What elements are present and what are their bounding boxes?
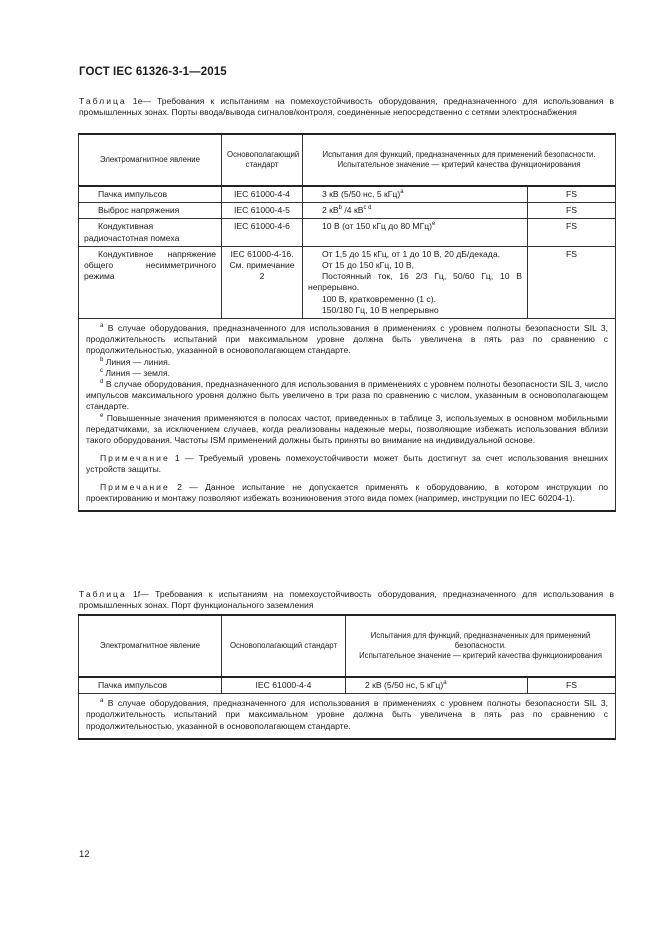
header-standard: Основополагающий стандарт xyxy=(222,615,346,677)
footnote-mark: d xyxy=(100,379,104,386)
note xyxy=(86,482,608,504)
table-row xyxy=(79,219,616,246)
table-1f-footnotes xyxy=(79,694,616,739)
footnote xyxy=(86,357,608,368)
footnote-mark: с xyxy=(100,367,103,374)
row-standard: IEC 61000-4-6 xyxy=(222,219,303,246)
row-criterion: FS xyxy=(528,677,616,694)
row-criterion: FS xyxy=(528,203,616,219)
header-tests-line1: Испытания для функций, предназначенных для применений безопасности. xyxy=(322,150,596,159)
row-criterion: FS xyxy=(528,219,616,246)
note-text: 1 — Требуемый уровень помехоустойчивости может быть достигнут за счет использования внешних устройств защиты. xyxy=(86,453,609,475)
footnote-text: Линия — земля. xyxy=(105,367,170,378)
row-criterion: FS xyxy=(528,246,616,318)
footnote-text: Повышенные значения применяются в полосах частот, приведенных в таблице 3, используемых в основном мобильными передатчиками, за исключением случаев, когда реализованы надежные меры, позволяющие избежать использования вблизи такого оборудования. Частоты ISM применений должны быть приняты во внимание на индивидуальной основе. xyxy=(86,412,609,446)
row-phenomenon: Пачка импульсов xyxy=(98,680,168,690)
value-text: 3 кВ (5/50 нс, 5 кГц) xyxy=(322,189,401,199)
footnote-ref: а xyxy=(400,189,404,196)
row-value xyxy=(303,186,528,203)
footnote xyxy=(86,698,608,732)
table-1e-footnotes xyxy=(79,319,616,512)
value-text: 2 кВ (5/50 нс, 5 кГц) xyxy=(365,680,444,690)
footnote xyxy=(86,323,608,357)
header-tests-line1: Испытания для функций, предназначенных для применений безопасности. xyxy=(370,631,591,650)
row-standard: IEC 61000-4-4 xyxy=(222,186,303,203)
footnote-ref: е xyxy=(432,221,436,228)
row-value xyxy=(303,219,528,246)
footnote-ref: b xyxy=(338,205,343,212)
table-row xyxy=(79,203,616,219)
value-line: Постоянный ток, 16 2/3 Гц, 50/60 Гц, 10 В непрерывно. xyxy=(308,271,522,293)
footnote-text: Линия — линия. xyxy=(105,356,171,367)
note xyxy=(86,453,608,475)
table-1f xyxy=(78,614,616,740)
caption-number: 1e xyxy=(132,96,143,106)
caption-text: — Требования к испытаниям на помехоустойчивость оборудования, предназначенного для использования в промышленных зонах. Порт функционального заземления xyxy=(79,589,615,610)
table-row xyxy=(79,186,616,203)
page-number: 12 xyxy=(79,849,90,860)
header-tests xyxy=(346,615,616,677)
row-phenomenon: Кондуктивная радиочастотная помеха xyxy=(84,221,180,243)
value-line: 150/180 Гц, 10 В непрерывно xyxy=(322,304,439,315)
header-phenomenon: Электромагнитное явление xyxy=(79,134,222,186)
note-text: 2 — Данное испытание не допускается применять к оборудованию, в котором инструкции по проектированию и монтажу позволяют избежать возникновения этого вида помех (например, инструкции по IEC 60204-1). xyxy=(86,481,609,503)
note-label: Примечание xyxy=(100,453,170,464)
document-header: ГОСТ IEC 61326-3-1—2015 xyxy=(79,66,227,78)
header-tests xyxy=(303,134,616,186)
footnote xyxy=(86,368,608,379)
footnote-mark: е xyxy=(100,412,104,419)
value-line: От 1,5 до 15 кГц, от 1 до 10 В, 20 дБ/декада. xyxy=(322,248,500,259)
footnote-text: В случае оборудования, предназначенного для использования в применениях с уровнем полноты безопасности SIL 3, продолжительность испытаний при максимальном уровне должна быть увеличена в пять раз по сравнению с продолжительностью, указанной в основополагающем стандарте. xyxy=(86,323,609,356)
caption-word: Таблица xyxy=(79,589,127,599)
footnote-ref: а xyxy=(443,680,447,687)
row-standard: IEC 61000-4-5 xyxy=(222,203,303,219)
header-standard: Основополагающий стандарт xyxy=(222,134,303,186)
row-phenomenon: Кондуктивное напряжение общего несимметричного режима xyxy=(84,248,216,282)
footnote-text: В случае оборудования, предназначенного для использования в применениях с уровнем полноты безопасности SIL 3, число импульсов максимального уровня должно быть увеличено в три раза по сравнению с числом, указанным в основополагающем стандарте. xyxy=(86,379,609,412)
table-1f-caption xyxy=(79,589,614,611)
table-row xyxy=(79,246,616,318)
row-criterion: FS xyxy=(528,186,616,203)
footnote-mark: а xyxy=(100,698,104,705)
value-line: От 15 до 150 кГц, 10 В, xyxy=(322,260,415,271)
value-text: /4 кВ xyxy=(342,205,364,216)
footnote-ref: с d xyxy=(363,205,372,212)
caption-word: Таблица xyxy=(79,96,127,106)
note-label: Примечание xyxy=(100,481,170,492)
table-row xyxy=(79,677,616,694)
footnote xyxy=(86,379,608,413)
row-standard: IEC 61000-4-4 xyxy=(222,677,346,694)
value-line: 100 В, кратковременно (1 с). xyxy=(322,293,436,304)
footnote xyxy=(86,413,608,447)
value-text: 2 кВ xyxy=(322,205,339,216)
row-standard: IEC 61000-4-16. См. примечание 2 xyxy=(222,246,303,318)
table-1e xyxy=(78,133,616,512)
footnote-mark: а xyxy=(100,323,104,330)
footnote-text: В случае оборудования, предназначенного для использования в применениях с уровнем полноты безопасности SIL 3, продолжительность испытаний при максимальном уровне должна быть увеличена в пять раз по сравнению с продолжительностью, указанной в основополагающем стандарте. xyxy=(86,698,609,731)
caption-text: — Требования к испытаниям на помехоустойчивость оборудования, предназначенного для использования в промышленных зонах. Порты ввода/вывода сигналов/контроля, соединенные непосредственно с сетями электроснабжения xyxy=(79,96,614,117)
header-tests-line2: Испытательное значение — критерий качества функционирования xyxy=(359,651,602,660)
header-tests-line2: Испытательное значение — критерий качества функционирования xyxy=(337,160,581,169)
footnote-mark: b xyxy=(100,356,104,363)
row-value xyxy=(303,203,528,219)
table-1e-caption xyxy=(79,96,614,118)
row-value xyxy=(346,677,528,694)
row-value xyxy=(303,246,528,318)
header-phenomenon: Электромагнитное явление xyxy=(79,615,222,677)
row-phenomenon: Пачка импульсов xyxy=(98,189,168,199)
row-phenomenon: Выброс напряжения xyxy=(98,205,180,216)
caption-number: 1f xyxy=(133,589,141,599)
value-text: 10 В (от 150 кГц до 80 МГц) xyxy=(322,221,433,232)
